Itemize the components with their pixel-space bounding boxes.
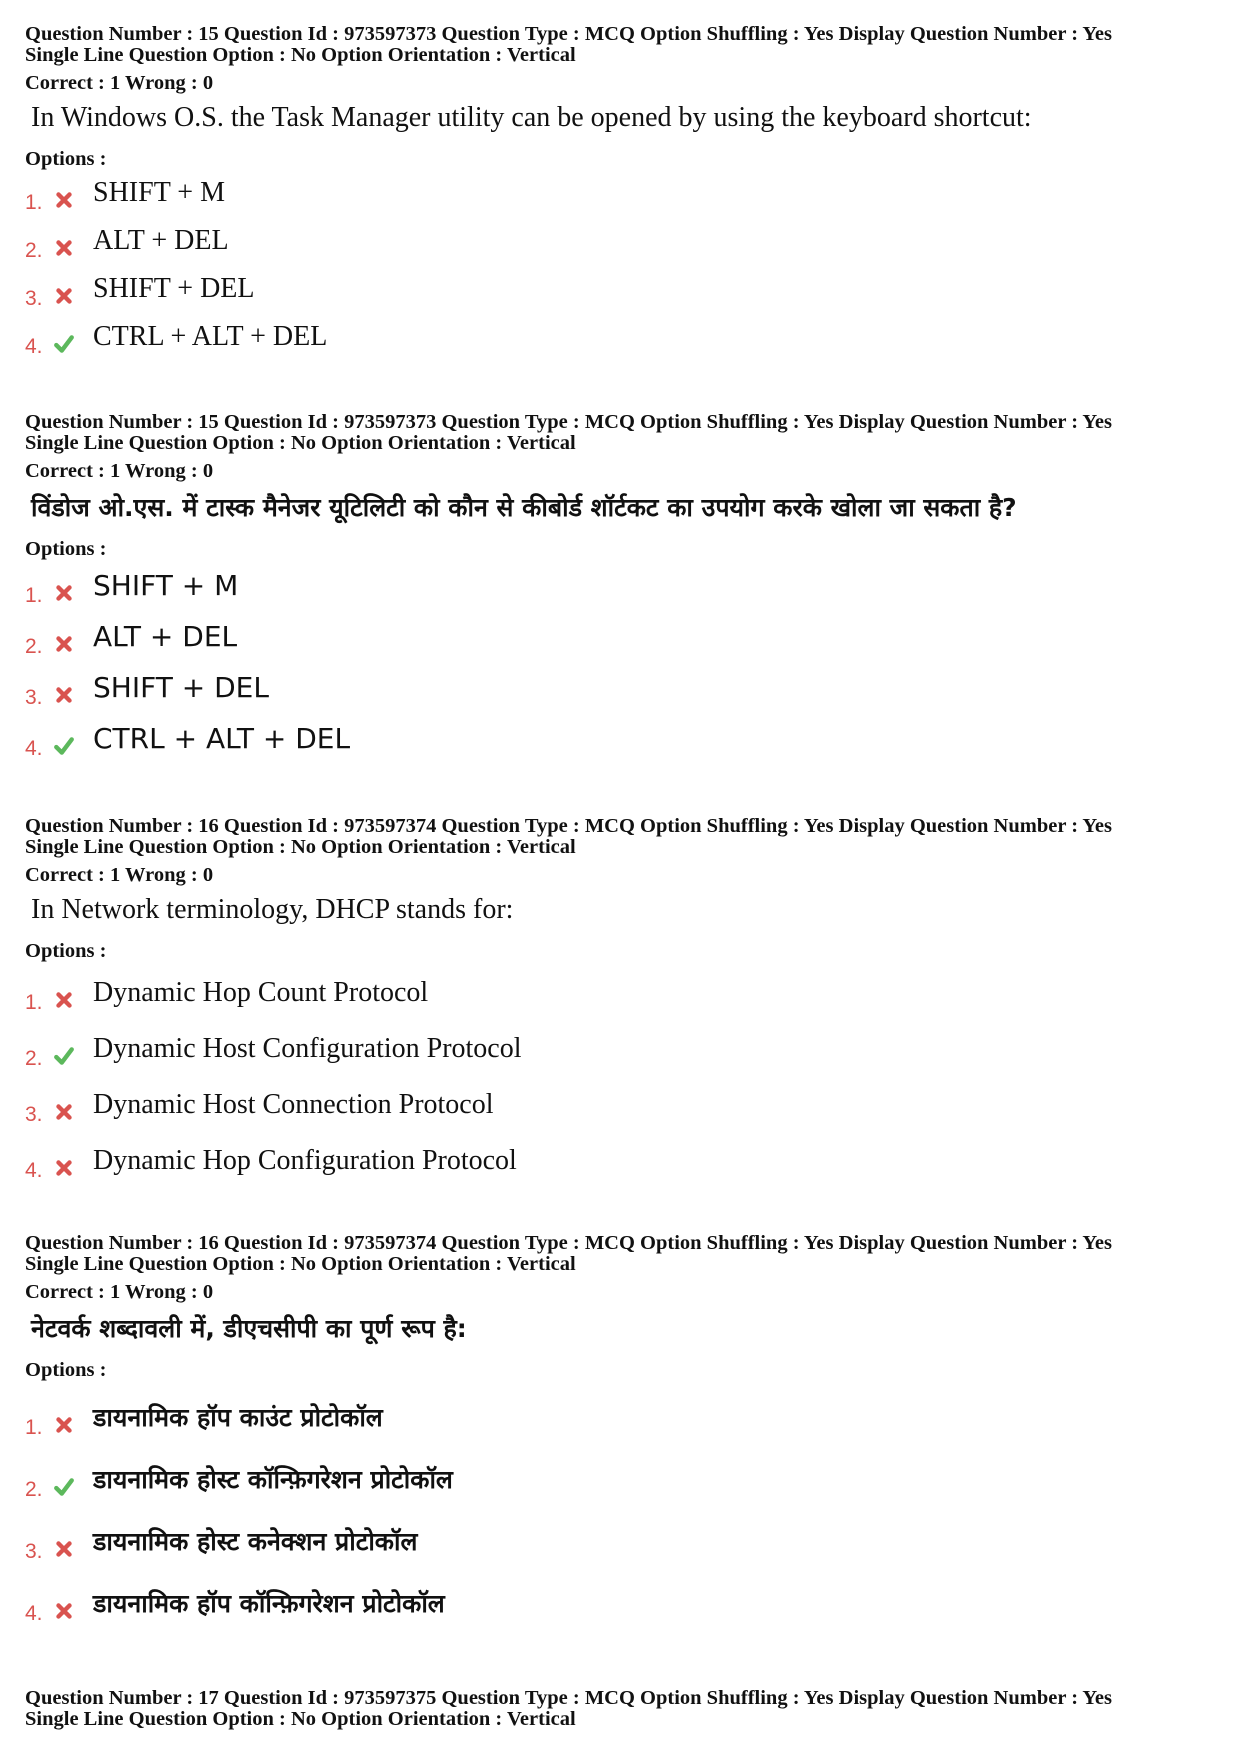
option-text: ALT + DEL	[93, 620, 238, 653]
option-text: SHIFT + M	[93, 177, 225, 208]
cross-icon	[53, 684, 75, 706]
question-block-15-hi	[25, 412, 1225, 765]
option-text: डायनामिक हॉप काउंट प्रोटोकॉल	[93, 1403, 383, 1432]
options-label: Options :	[25, 148, 107, 170]
options-label: Options :	[25, 940, 107, 962]
option-item	[25, 219, 1225, 267]
option-number: 1.	[25, 584, 43, 607]
option-number: 1.	[25, 191, 43, 214]
question-score: Correct : 1 Wrong : 0	[25, 1281, 214, 1303]
option-number: 3.	[25, 1540, 43, 1563]
option-text: SHIFT + M	[93, 569, 239, 602]
option-number: 4.	[25, 335, 43, 358]
options-label: Options :	[25, 538, 107, 560]
check-icon	[53, 735, 75, 757]
question-block-15-en	[25, 24, 1225, 363]
cross-icon	[53, 1600, 75, 1622]
question-score: Correct : 1 Wrong : 0	[25, 460, 214, 482]
cross-icon	[53, 285, 75, 307]
cross-icon	[53, 1101, 75, 1123]
option-number: 2.	[25, 635, 43, 658]
option-text: डायनामिक होस्ट कनेक्शन प्रोटोकॉल	[93, 1527, 418, 1556]
question-text: नेटवर्क शब्दावली में, डीएचसीपी का पूर्ण रूप है:	[31, 1314, 467, 1343]
question-score: Correct : 1 Wrong : 0	[25, 72, 214, 94]
question-block-17	[25, 1688, 1225, 1730]
question-text: विंडोज ओ.एस. में टास्क मैनेजर यूटिलिटी को कौन से कीबोर्ड शॉर्टकट का उपयोग करके खोला जा सकता है?	[31, 493, 1017, 522]
option-text: SHIFT + DEL	[93, 273, 255, 304]
cross-icon	[53, 237, 75, 259]
option-text: Dynamic Hop Configuration Protocol	[93, 1145, 517, 1176]
option-item-correct	[25, 714, 1225, 765]
option-item-correct	[25, 315, 1225, 363]
question-meta: Question Number : 15 Question Id : 973597373 Question Type : MCQ Option Shuffling : Yes Display Question Number : Yes	[25, 411, 1112, 433]
option-item	[25, 1131, 1225, 1187]
question-text: In Network terminology, DHCP stands for:	[31, 894, 514, 925]
option-item	[25, 267, 1225, 315]
option-item-correct	[25, 1019, 1225, 1075]
option-number: 3.	[25, 287, 43, 310]
options-label: Options :	[25, 1359, 107, 1381]
option-number: 4.	[25, 737, 43, 760]
option-text: Dynamic Host Configuration Protocol	[93, 1033, 522, 1064]
option-text: ALT + DEL	[93, 225, 229, 256]
question-meta-line2: Single Line Question Option : No Option Orientation : Vertical	[25, 1708, 576, 1730]
option-item	[25, 561, 1225, 612]
check-icon	[53, 1476, 75, 1498]
check-icon	[53, 333, 75, 355]
option-number: 1.	[25, 991, 43, 1014]
question-meta: Question Number : 15 Question Id : 973597373 Question Type : MCQ Option Shuffling : Yes Display Question Number : Yes	[25, 23, 1112, 45]
cross-icon	[53, 189, 75, 211]
question-meta: Question Number : 17 Question Id : 973597375 Question Type : MCQ Option Shuffling : Yes Display Question Number : Yes	[25, 1687, 1112, 1709]
option-text: डायनामिक होस्ट कॉन्फ़िगरेशन प्रोटोकॉल	[93, 1465, 453, 1494]
cross-icon	[53, 582, 75, 604]
question-meta-line2: Single Line Question Option : No Option Orientation : Vertical	[25, 836, 576, 858]
option-number: 4.	[25, 1602, 43, 1625]
cross-icon	[53, 1157, 75, 1179]
question-meta: Question Number : 16 Question Id : 973597374 Question Type : MCQ Option Shuffling : Yes Display Question Number : Yes	[25, 815, 1112, 837]
question-meta-line2: Single Line Question Option : No Option Orientation : Vertical	[25, 432, 576, 454]
cross-icon	[53, 1538, 75, 1560]
option-number: 2.	[25, 1047, 43, 1070]
option-number: 3.	[25, 686, 43, 709]
option-text: CTRL + ALT + DEL	[93, 321, 328, 352]
option-item	[25, 1568, 1225, 1630]
question-block-16-hi	[25, 1233, 1225, 1630]
option-item	[25, 1075, 1225, 1131]
option-item	[25, 963, 1225, 1019]
cross-icon	[53, 1414, 75, 1436]
option-text: SHIFT + DEL	[93, 671, 269, 704]
question-meta-line2: Single Line Question Option : No Option Orientation : Vertical	[25, 1253, 576, 1275]
option-text: Dynamic Hop Count Protocol	[93, 977, 429, 1008]
option-number: 3.	[25, 1103, 43, 1126]
option-item	[25, 663, 1225, 714]
question-block-16-en	[25, 816, 1225, 1187]
question-score: Correct : 1 Wrong : 0	[25, 864, 214, 886]
option-item	[25, 612, 1225, 663]
option-item	[25, 1506, 1225, 1568]
question-text: In Windows O.S. the Task Manager utility can be opened by using the keyboard shortcut:	[31, 102, 1032, 133]
option-number: 4.	[25, 1159, 43, 1182]
option-text: डायनामिक हॉप कॉन्फ़िगरेशन प्रोटोकॉल	[93, 1589, 445, 1618]
option-number: 2.	[25, 1478, 43, 1501]
cross-icon	[53, 989, 75, 1011]
option-text: CTRL + ALT + DEL	[93, 722, 351, 755]
option-text: Dynamic Host Connection Protocol	[93, 1089, 494, 1120]
option-number: 2.	[25, 239, 43, 262]
question-meta: Question Number : 16 Question Id : 973597374 Question Type : MCQ Option Shuffling : Yes Display Question Number : Yes	[25, 1232, 1112, 1254]
option-number: 1.	[25, 1416, 43, 1439]
check-icon	[53, 1045, 75, 1067]
question-meta-line2: Single Line Question Option : No Option Orientation : Vertical	[25, 44, 576, 66]
option-item-correct	[25, 1444, 1225, 1506]
option-item	[25, 1382, 1225, 1444]
cross-icon	[53, 633, 75, 655]
option-item	[25, 171, 1225, 219]
